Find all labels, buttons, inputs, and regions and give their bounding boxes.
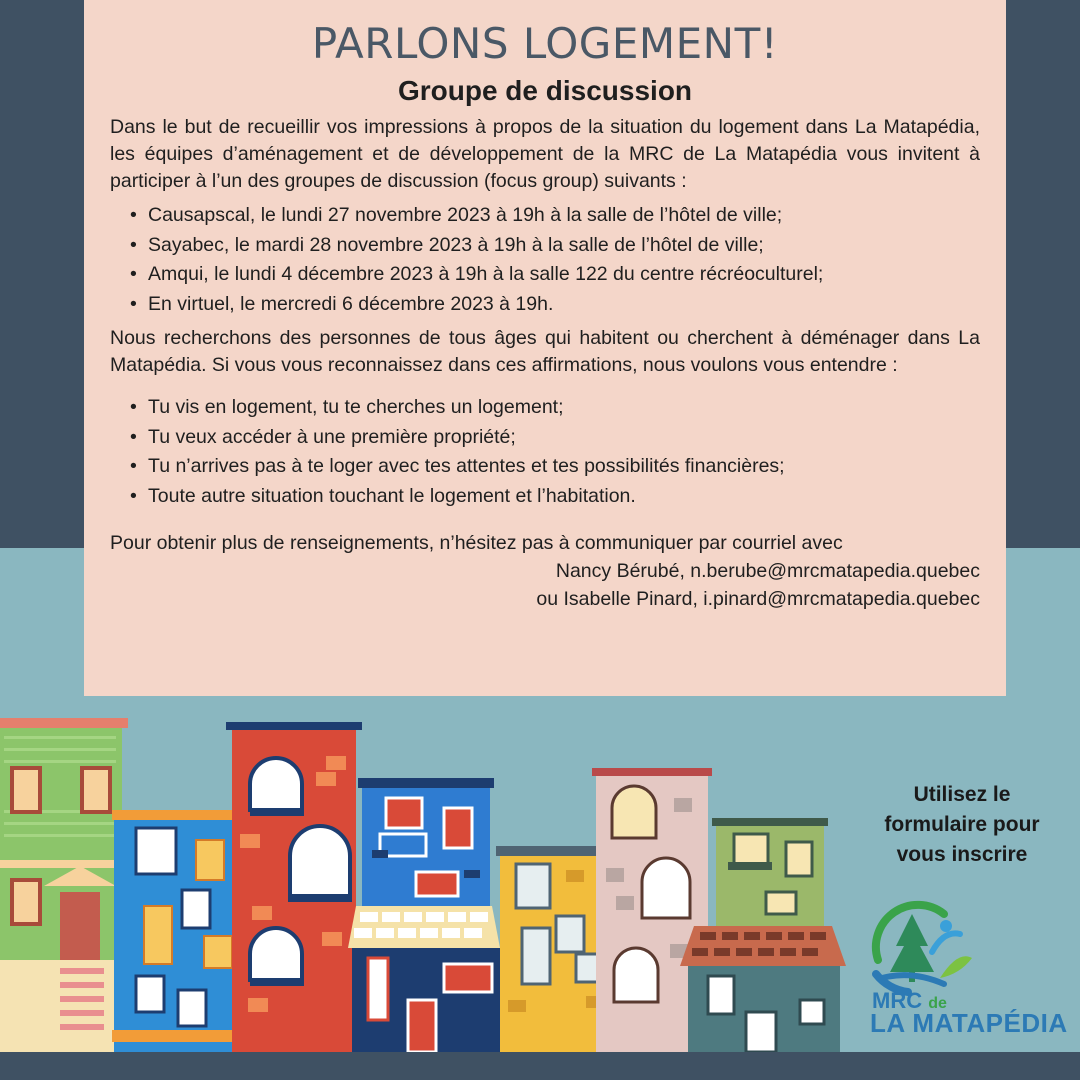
contact-email-isabelle[interactable]: ou Isabelle Pinard, i.pinard@mrcmatapedia.quebec xyxy=(536,588,980,610)
logo-mrc: MRC xyxy=(872,988,923,1013)
cta-line: formulaire pour xyxy=(884,813,1040,836)
list-item: • Tu veux accéder à une première propriété; xyxy=(130,423,980,453)
list-item: • Tu vis en logement, tu te cherches un logement; xyxy=(130,393,980,423)
info-card xyxy=(84,0,1006,696)
logo-de: de xyxy=(928,995,947,1012)
list-item: • Causapscal, le lundi 27 novembre 2023 à 19h à la salle de l’hôtel de ville; xyxy=(130,201,980,231)
cta-line: vous inscrire xyxy=(896,843,1028,866)
logo-tree-icon xyxy=(848,900,1072,1000)
list-item: • Amqui, le lundi 4 décembre 2023 à 19h à la salle 122 du centre récréoculturel; xyxy=(130,260,980,290)
contact-email-nancy[interactable]: Nancy Bérubé, n.berube@mrcmatapedia.quebec xyxy=(555,560,980,582)
register-call-to-action xyxy=(862,780,1062,870)
mrc-logo xyxy=(848,900,1072,1040)
sessions-list xyxy=(130,201,980,319)
contact-intro: Pour obtenir plus de renseignements, n’hésitez pas à communiquer par courriel avec xyxy=(110,532,843,554)
list-item: • Toute autre situation touchant le logement et l’habitation. xyxy=(130,482,980,512)
intro-paragraph: Dans le but de recueillir vos impressions à propos de la situation du logement dans La Matapédia, les équipes d’aménagement et de développement de la MRC de La Matapédia vous invitent à participer à l’un des groupes de discussion (focus group) suivants : xyxy=(110,116,980,192)
logo-text-name: LA MATAPÉDIA xyxy=(870,1008,1068,1038)
list-item: • Sayabec, le mardi 28 novembre 2023 à 19h à la salle de l’hôtel de ville; xyxy=(130,231,980,261)
audience-paragraph: Nous recherchons des personnes de tous âges qui habitent ou cherchent à déménager dans La Matapédia. Si vous vous reconnaissez dans ces affirmations, nous voulons vous entendre : xyxy=(110,327,980,376)
page-title: PARLONS LOGEMENT! xyxy=(311,19,779,68)
situations-list xyxy=(130,393,980,511)
page-subtitle: Groupe de discussion xyxy=(397,75,693,106)
cta-line: Utilisez le xyxy=(913,783,1011,806)
list-item: • En virtuel, le mercredi 6 décembre 2023 à 19h. xyxy=(130,290,980,320)
colorful-houses-illustration xyxy=(0,700,860,1060)
list-item: • Tu n’arrives pas à te loger avec tes attentes et tes possibilités financières; xyxy=(130,452,980,482)
